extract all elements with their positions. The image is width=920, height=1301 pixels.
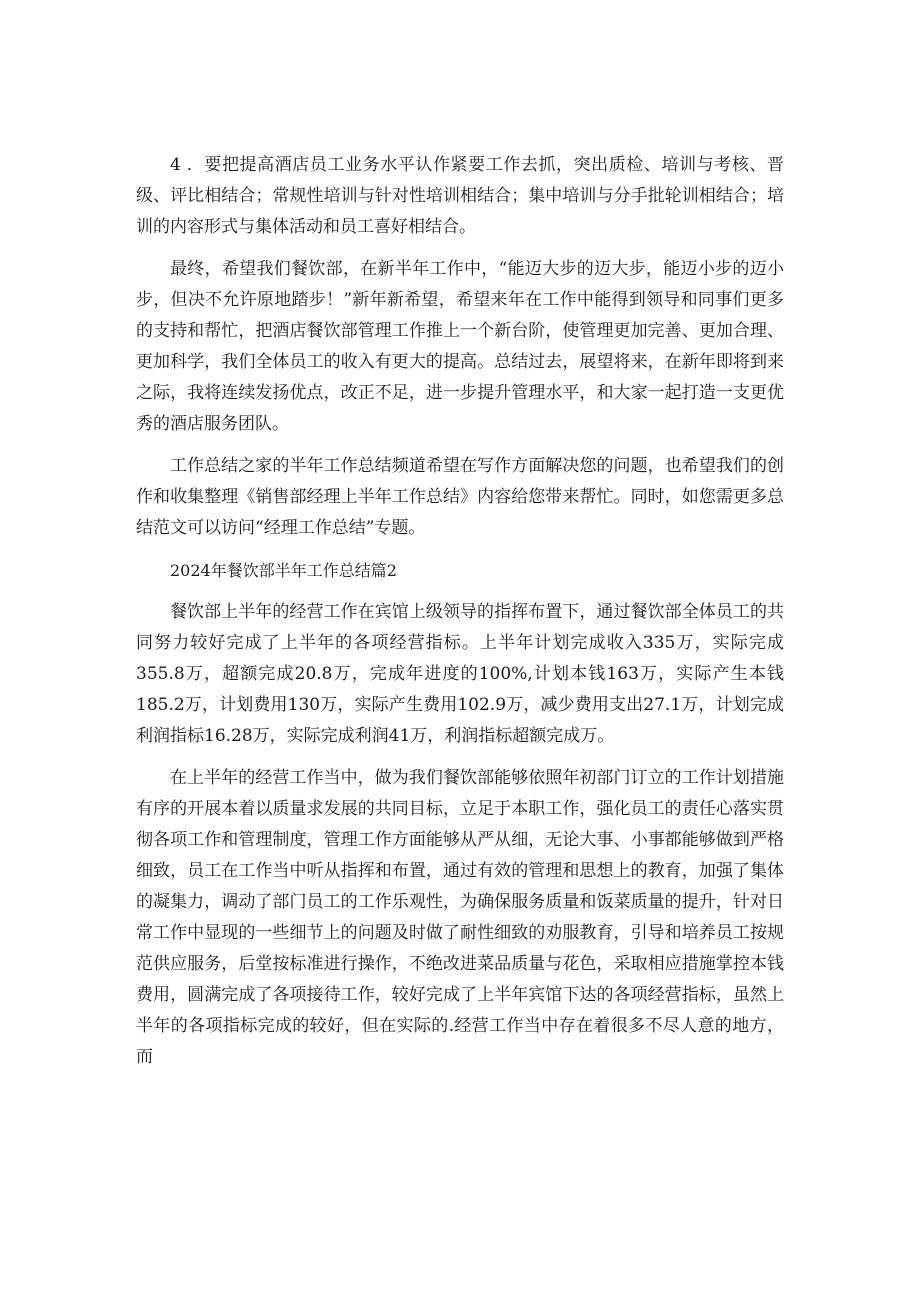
- paragraph-training-measures: 4 ．要把提高酒店员工业务水平认作紧要工作去抓，突出质检、培训与考核、晋级、评比相结合；常规性培训与针对性培训相结合；集中培训与分手批轮训相结合；培训的内容形式与集体活动和员工喜好相结合。: [136, 155, 784, 237]
- paragraph-site-note: 工作总结之家的半年工作总结频道希望在写作方面解决您的问题，也希望我们的创作和收集整理《销售部经理上半年工作总结》内容给您带来帮忙。同时，如您需更多总结范文可以访问“经理工作总结”专题。: [136, 456, 784, 538]
- paragraph-business-results: 餐饮部上半年的经营工作在宾馆上级领导的指挥布置下，通过餐饮部全体员工的共同努力较好完成了上半年的各项经营指标。上半年计划完成收入335万，实际完成355.8万，超额完成20.8万，完成年进度的100%,计划本钱163万，实际产生本钱185.2万，计划费用130万，实际产生费用102.9万，减少费用支出27.1万，计划完成利润指标16.28万，实际完成利润41万，利润指标超额完成万。: [136, 602, 784, 746]
- section-heading: 2024年餐饮部半年工作总结篇2: [170, 561, 397, 580]
- paragraph-work-review: 在上半年的经营工作当中，做为我们餐饮部能够依照年初部门订立的工作计划措施有序的开展本着以质量求发展的共同目标，立足于本职工作，强化员工的责任心落实贯彻各项工作和管理制度，管理工作方面能够从严从细，无论大事、小事都能够做到严格细致，员工在工作当中听从指挥和布置，通过有效的管理和思想上的教育，加强了集体的凝集力，调动了部门员工的工作乐观性，为确保服务质量和饭菜质量的提升，针对日常工作中显现的一些细节上的问题及时做了耐性细致的劝服教育，引导和培养员工按规范供应服务，后堂按标准进行操作，不绝改进菜品质量与花色，采取相应措施掌控本钱费用，圆满完成了各项接待工作，较好完成了上半年宾馆下达的各项经营指标，虽然上半年的各项指标完成的较好，但在实际的.经营工作当中存在着很多不尽人意的地方，而: [136, 768, 784, 1067]
- document-body: [136, 150, 784, 1084]
- paragraph-closing-hopes: 最终，希望我们餐饮部，在新半年工作中，“能迈大步的迈大步，能迈小步的迈小步，但决不允许原地踏步！”新年新希望，希望来年在工作中能得到领导和同事们更多的支持和帮忙，把酒店餐饮部管理工作推上一个新台阶，使管理更加完善、更加合理、更加科学，我们全体员工的收入有更大的提高。总结过去，展望将来，在新年即将到来之际，我将连续发扬优点，改正不足，进一步提升管理水平，和大家一起打造一支更优秀的酒店服务团队。: [136, 259, 784, 434]
